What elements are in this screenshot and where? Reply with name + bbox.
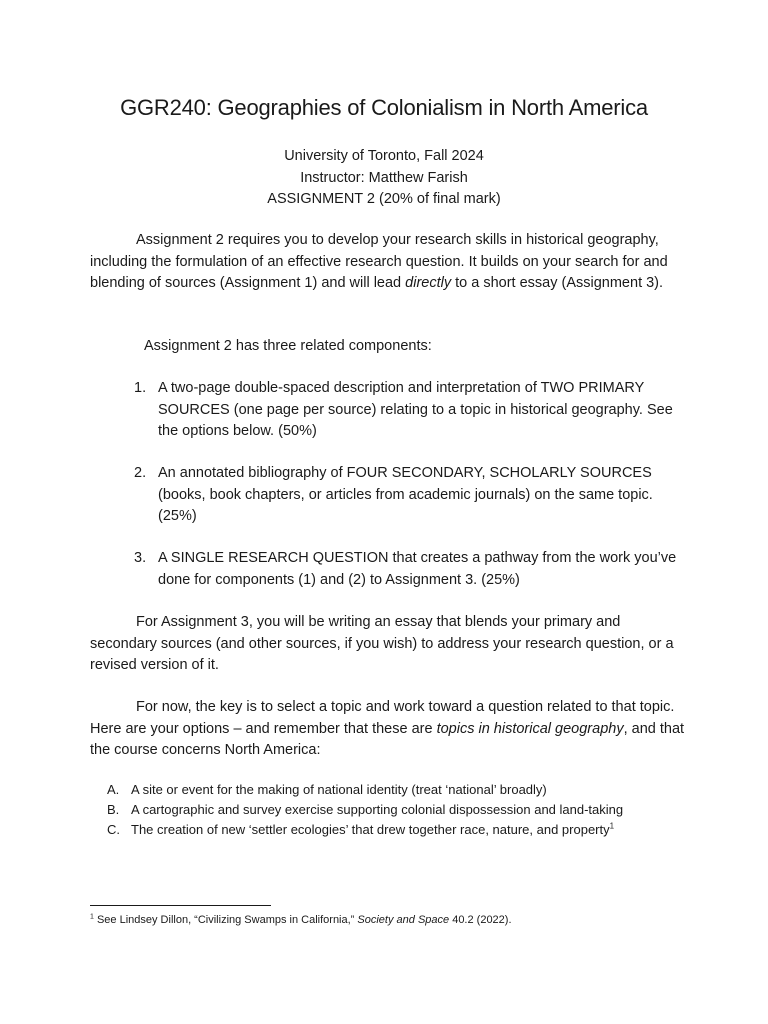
option-item <box>107 820 707 840</box>
footnote-journal: Society and Space <box>357 914 450 926</box>
assignment3-paragraph <box>90 612 690 677</box>
footnote-text-2: 40.2 (2022). <box>449 914 512 926</box>
assignment3-text: For Assignment 3, you will be writing an essay that blends your primary and secondary sources (and other sources, if you wish) to address your research question, or a revised version of it. <box>90 614 674 673</box>
components-intro: Assignment 2 has three related components: <box>144 338 432 354</box>
course-meta <box>0 146 768 211</box>
institution-line: University of Toronto, Fall 2024 <box>284 148 484 164</box>
options-text-1: For now, the key is to select a topic and work toward a question related to that topic. Here are your options – and remember that these are <box>90 699 675 737</box>
component-number: 2. <box>134 465 147 481</box>
footnote-text-1: See Lindsey Dillon, “Civilizing Swamps in California,” <box>93 914 358 926</box>
option-letter: C. <box>107 822 120 837</box>
options-emphasis: topics in historical geography <box>436 720 624 737</box>
instructor-line: Instructor: Matthew Farish <box>300 169 468 186</box>
option-text-content: The creation of new ‘settler ecologies’ that drew together race, nature, and property <box>131 822 610 837</box>
option-item <box>107 800 707 820</box>
footnote-reference[interactable]: 1 <box>609 821 615 831</box>
option-text: A cartographic and survey exercise supporting colonial dispossession and land-taking <box>131 802 624 817</box>
options-paragraph <box>90 697 690 762</box>
intro-emphasis: directly <box>405 275 452 291</box>
component-text: An annotated bibliography of FOUR SECONDARY, SCHOLARLY SOURCES (books, book chapters, or articles from academic journals) on the same topic. (25%) <box>158 465 653 524</box>
component-number: 1. <box>134 380 147 396</box>
component-text: A SINGLE RESEARCH QUESTION that creates a pathway from the work you’ve done for components (1) and (2) to Assignment 3. (25%) <box>158 550 677 588</box>
footnote <box>90 912 730 928</box>
option-text: A site or event for the making of national identity (treat ‘national’ broadly) <box>131 782 547 797</box>
component-item <box>134 378 690 443</box>
component-text: A two-page double-spaced description and interpretation of TWO PRIMARY SOURCES (one page per source) relating to a topic in historical geography. See the options below. (50%) <box>158 380 673 439</box>
footnote-marker: 1 <box>90 913 94 921</box>
footnote-divider <box>90 905 271 906</box>
document-title: GGR240: Geographies of Colonialism in North America <box>120 95 648 120</box>
option-item <box>107 780 707 800</box>
intro-text-1: Assignment 2 requires you to develop your research skills in historical geography, including the formulation of an effective research question. It builds on your search for and blending of sources (Assignment 1) and will lead <box>90 232 668 291</box>
intro-paragraph <box>90 230 690 295</box>
option-letter: A. <box>107 782 120 797</box>
component-number: 3. <box>134 550 147 566</box>
component-item <box>134 463 690 528</box>
assignment-line: ASSIGNMENT 2 (20% of final mark) <box>267 191 501 207</box>
component-item <box>134 548 690 591</box>
options-list <box>107 780 707 840</box>
options-text-2: , and that the course concerns North America: <box>90 720 685 758</box>
intro-text-2: to a short essay (Assignment 3). <box>451 275 664 291</box>
option-text <box>131 820 614 840</box>
option-letter: B. <box>107 802 120 817</box>
